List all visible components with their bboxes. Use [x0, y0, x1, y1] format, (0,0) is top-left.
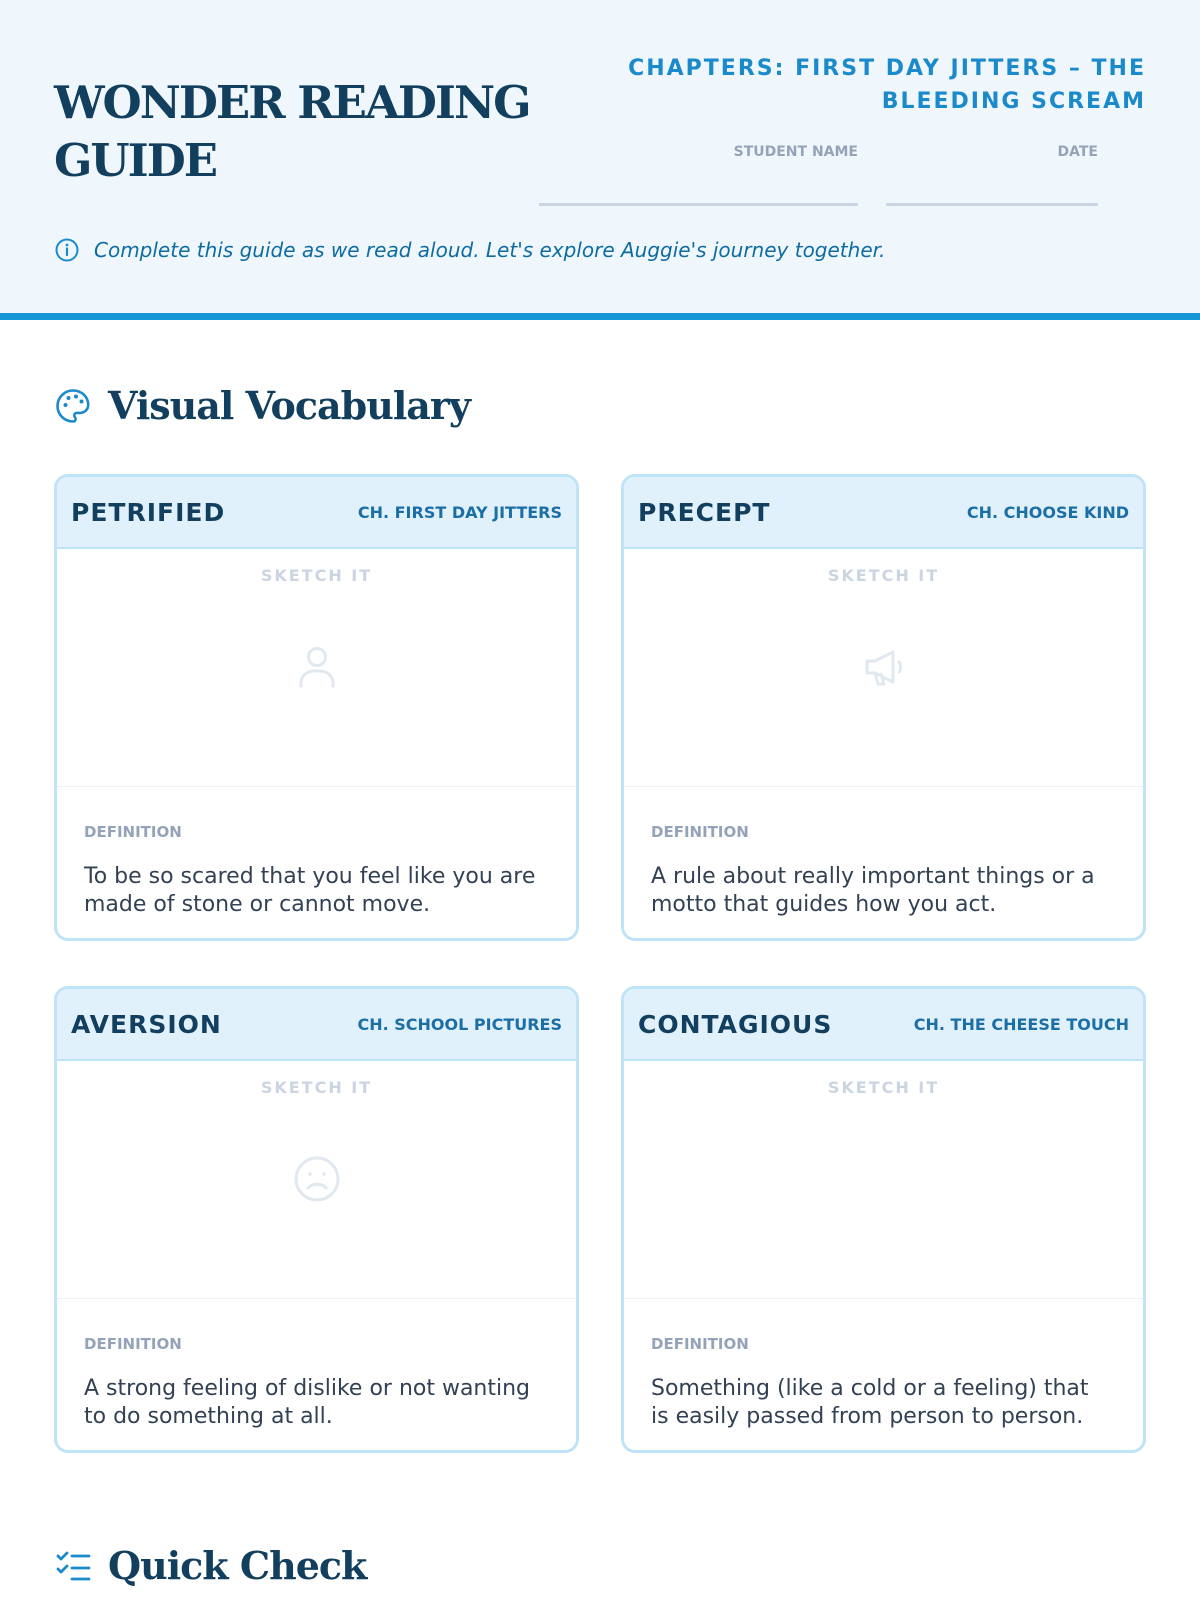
sketch-label: SKETCH IT	[260, 1078, 373, 1097]
sketch-label: SKETCH IT	[827, 1078, 940, 1097]
date-field[interactable]	[886, 203, 1098, 206]
header	[0, 0, 1200, 320]
definition-text: A rule about really important things or a motto that guides how you act.	[651, 864, 1095, 917]
vocab-card-contagious	[621, 986, 1146, 1453]
chapter-tag: CH. THE CHEESE TOUCH	[913, 1014, 1129, 1034]
instructions-text: Complete this guide as we read aloud. Let's explore Auggie's journey together.	[94, 238, 886, 262]
definition-text: Something (like a cold or a feeling) that is easily passed from person to person.	[651, 1376, 1089, 1429]
info-icon	[54, 237, 80, 263]
person-icon	[292, 642, 342, 692]
chapters-subtitle: CHAPTERS: FIRST DAY JITTERS – THE BLEEDING SCREAM	[628, 56, 1146, 114]
definition-text: To be so scared that you feel like you are made of stone or cannot move.	[84, 864, 536, 917]
card-header	[624, 477, 1143, 549]
instructions	[54, 233, 885, 267]
definition-label: DEFINITION	[651, 823, 749, 841]
sketch-area[interactable]	[57, 549, 576, 787]
quick-check-title: Quick Check	[108, 1543, 367, 1588]
student-name-field[interactable]	[539, 203, 858, 206]
frown-face-icon	[292, 1154, 342, 1204]
vocab-card-petrified	[54, 474, 579, 941]
sketch-area[interactable]	[624, 549, 1143, 787]
sketch-label: SKETCH IT	[827, 566, 940, 585]
palette-icon	[54, 387, 92, 425]
sketch-area[interactable]	[57, 1061, 576, 1299]
page-title: WONDER READING GUIDE	[54, 76, 530, 187]
definition-text: A strong feeling of dislike or not wanting to do something at all.	[84, 1376, 531, 1429]
student-name-label: STUDENT NAME	[733, 144, 858, 160]
vocabulary-title: Visual Vocabulary	[108, 383, 471, 428]
definition-label: DEFINITION	[84, 1335, 182, 1353]
sketch-area[interactable]	[624, 1061, 1143, 1299]
quick-check-section-title	[54, 1543, 366, 1588]
date-label: DATE	[1057, 144, 1098, 160]
card-header	[57, 477, 576, 549]
chapter-tag: CH. CHOOSE KIND	[966, 502, 1129, 522]
chapter-tag: CH. SCHOOL PICTURES	[357, 1014, 562, 1034]
checklist-icon	[54, 1547, 92, 1585]
vocab-term: PETRIFIED	[71, 497, 226, 527]
sketch-label: SKETCH IT	[260, 566, 373, 585]
card-header	[624, 989, 1143, 1061]
vocab-card-aversion	[54, 986, 579, 1453]
vocabulary-section-title	[54, 383, 470, 428]
vocab-card-precept	[621, 474, 1146, 941]
vocab-term: AVERSION	[71, 1009, 222, 1039]
definition-label: DEFINITION	[84, 823, 182, 841]
chapter-tag: CH. FIRST DAY JITTERS	[357, 502, 562, 522]
card-header	[57, 989, 576, 1061]
megaphone-icon	[859, 642, 909, 692]
vocab-term: PRECEPT	[638, 497, 771, 527]
definition-label: DEFINITION	[651, 1335, 749, 1353]
vocab-term: CONTAGIOUS	[638, 1009, 833, 1039]
